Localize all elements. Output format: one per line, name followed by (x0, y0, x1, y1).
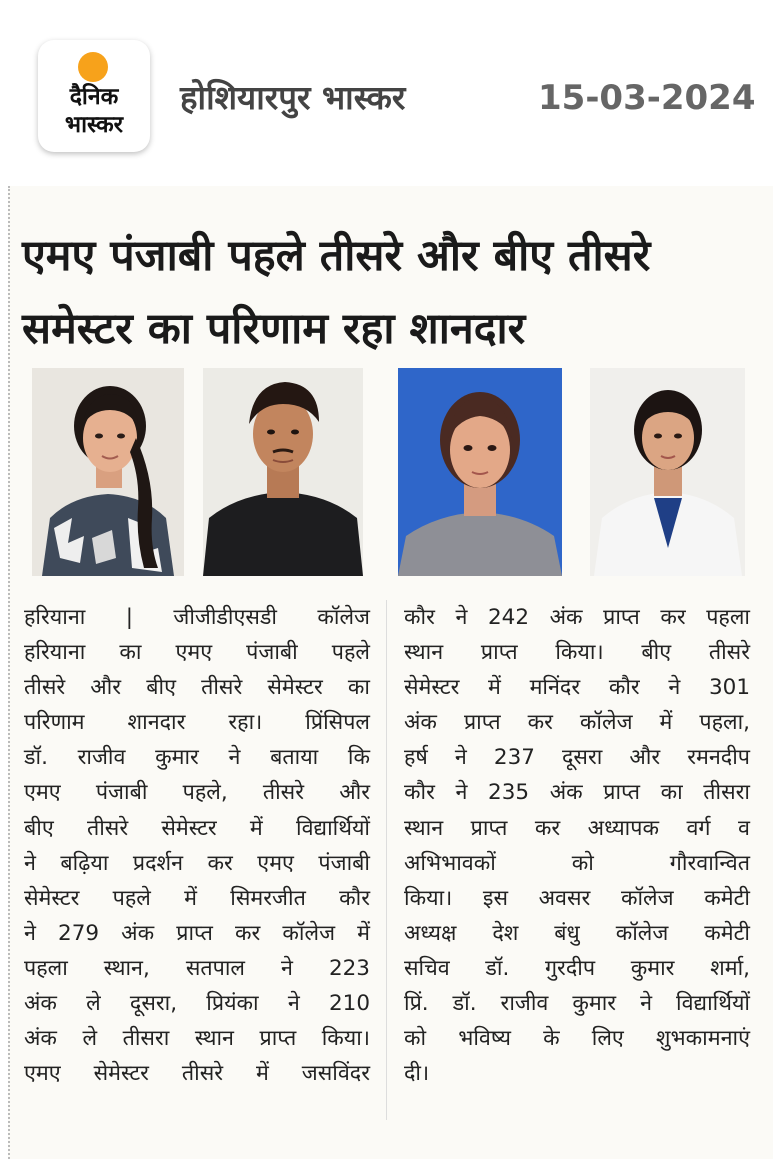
text-line: बीए तीसरे सेमेस्टर में विद्यार्थियों (24, 815, 370, 841)
headline-line-1: एमए पंजाबी पहले तीसरे और बीए तीसरे (22, 231, 651, 281)
logo-text-line2: भास्कर (64, 112, 124, 138)
student-photo-3 (398, 368, 562, 576)
app-header (0, 0, 779, 170)
edition-date: 15-03-2024 (538, 78, 756, 118)
text-line: ने बढ़िया प्रदर्शन कर एमए पंजाबी (24, 850, 370, 876)
headline-line-2: समेस्टर का परिणाम रहा शानदार (22, 304, 526, 354)
text-line: दी। (404, 1061, 430, 1087)
text-line: सेमेस्टर पहले में सिमरजीत कौर (24, 885, 370, 911)
text-line: तीसरे और बीए तीसरे सेमेस्टर का (24, 675, 370, 701)
text-line: अंक ले दूसरा, प्रियंका ने 210 (24, 991, 370, 1017)
text-line: परिणाम शानदार रहा। प्रिंसिपल (24, 710, 370, 736)
text-line: सेमेस्टर में मनिंदर कौर ने 301 (404, 675, 750, 701)
column-divider (386, 600, 387, 1120)
text-line: अंक प्राप्त कर कॉलेज में पहला, (404, 710, 750, 736)
text-line: स्थान प्राप्त किया। बीए तीसरे (404, 640, 750, 666)
text-line: को भविष्य के लिए शुभकामनाएं (404, 1026, 750, 1052)
text-line: कौर ने 235 अंक प्राप्त का तीसरा (404, 780, 750, 806)
text-line: एमए सेमेस्टर तीसरे में जसविंदर (24, 1061, 370, 1087)
text-line: हरियाना का एमए पंजाबी पहले (24, 640, 370, 666)
text-line: हर्ष ने 237 दूसरा और रमनदीप (404, 745, 750, 771)
student-photo-1 (32, 368, 184, 576)
article-column-1 (24, 600, 370, 1091)
text-line: पहला स्थान, सतपाल ने 223 (24, 955, 370, 981)
text-line: एमए पंजाबी पहले, तीसरे और (24, 780, 370, 806)
text-line: स्थान प्राप्त कर अध्यापक वर्ग व (404, 815, 750, 841)
student-photo-4 (590, 368, 745, 576)
article-headline (22, 220, 762, 366)
text-line: किया। इस अवसर कॉलेज कमेटी (404, 885, 750, 911)
student-photo-2 (203, 368, 363, 576)
logo-text-line1: दैनिक (69, 84, 119, 110)
text-line: अभिभावकों को गौरवान्वित (404, 850, 750, 876)
text-line: अध्यक्ष देश बंधु कॉलेज कमेटी (404, 920, 750, 946)
text-line: प्रिं. डॉ. राजीव कुमार ने विद्यार्थियों (404, 991, 750, 1017)
text-line: सचिव डॉ. गुरदीप कुमार शर्मा, (404, 955, 750, 981)
text-line: अंक ले तीसरा स्थान प्राप्त किया। (24, 1026, 370, 1052)
article-column-2 (404, 600, 750, 1091)
sun-icon (78, 52, 108, 82)
text-line: हरियाना | जीजीडीएसडी कॉलेज (24, 605, 370, 630)
text-line: ने 279 अंक प्राप्त कर कॉलेज में (24, 920, 370, 946)
edition-name: होशियारपुर भास्कर (180, 78, 406, 117)
text-line: कौर ने 242 अंक प्राप्त कर पहला (404, 605, 750, 630)
dainik-bhaskar-logo[interactable] (38, 40, 150, 152)
text-line: डॉ. राजीव कुमार ने बताया कि (24, 745, 370, 771)
